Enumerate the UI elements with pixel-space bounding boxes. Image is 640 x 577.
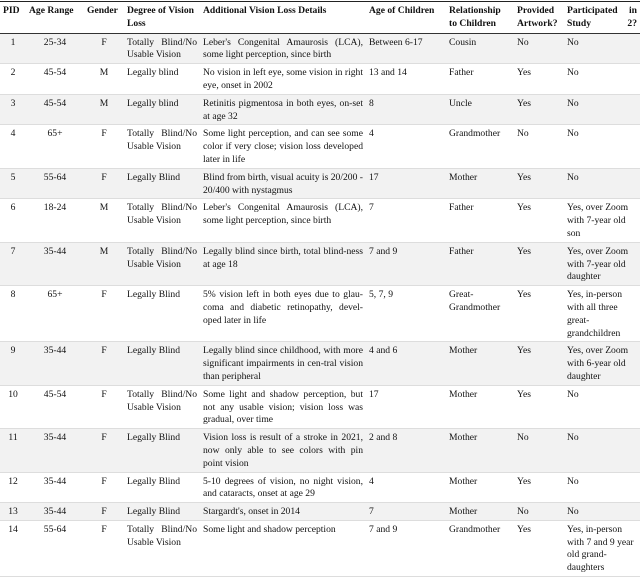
cell-artwork: No xyxy=(517,432,529,444)
header-row xyxy=(0,2,640,34)
cell-relationship: Father xyxy=(449,67,474,79)
cell-gender: F xyxy=(101,523,107,535)
cell-relationship: Father xyxy=(449,245,474,257)
table-row xyxy=(0,429,640,472)
cell-degree: Legally Blind xyxy=(127,475,181,487)
cell-artwork: Yes xyxy=(517,388,531,400)
cell-artwork: No xyxy=(517,36,529,48)
table-row xyxy=(0,94,640,125)
cell-age-children: 17 xyxy=(369,171,379,183)
table-row xyxy=(0,199,640,242)
cell-degree: Legally blind xyxy=(127,67,179,79)
cell-gender: F xyxy=(101,475,107,487)
cell-details: Leber's Congenital Amaurosis (LCA), some light perception, since birth xyxy=(203,202,363,227)
cell-age-range: 45-54 xyxy=(43,97,67,109)
cell-degree: Legally Blind xyxy=(127,432,181,444)
cell-age-range: 25-34 xyxy=(43,36,67,48)
cell-pid: 2 xyxy=(10,67,16,79)
cell-degree: Totally Blind/No Usable Vision xyxy=(127,388,197,413)
cell-relationship: Mother xyxy=(449,475,478,487)
table-row xyxy=(0,472,640,503)
cell-pid: 9 xyxy=(10,345,16,357)
cell-age-children: 4 xyxy=(369,128,374,140)
cell-age-children: 7 and 9 xyxy=(369,245,398,257)
cell-artwork: Yes xyxy=(517,97,531,109)
cell-study2: No xyxy=(567,506,579,518)
cell-details: Vision loss is result of a stroke in 2021, now only able to see colors with pin point vision xyxy=(203,432,363,469)
cell-relationship: Father xyxy=(449,202,474,214)
header-age-range: Age Range xyxy=(26,2,84,34)
cell-relationship: Uncle xyxy=(449,97,472,109)
cell-study2: No xyxy=(567,67,579,79)
cell-gender: F xyxy=(101,506,107,518)
cell-age-children: 8 xyxy=(369,97,374,109)
participants-table xyxy=(0,1,640,577)
cell-degree: Totally Blind/No Usable Vision xyxy=(127,202,197,227)
cell-study2: No xyxy=(567,475,579,487)
cell-degree: Legally Blind xyxy=(127,506,181,518)
cell-gender: F xyxy=(101,36,107,48)
cell-pid: 7 xyxy=(10,245,16,257)
cell-details: 5-10 degrees of vision, no night vision, and cataracts, onset at age 29 xyxy=(203,475,363,500)
cell-age-children: 7 xyxy=(369,202,374,214)
cell-relationship: Mother xyxy=(449,171,478,183)
cell-pid: 13 xyxy=(8,506,18,518)
cell-age-range: 35-44 xyxy=(43,345,67,357)
cell-gender: F xyxy=(101,289,107,301)
cell-study2: No xyxy=(567,432,579,444)
cell-study2: No xyxy=(567,388,579,400)
cell-degree: Legally Blind xyxy=(127,289,181,301)
cell-pid: 6 xyxy=(10,202,16,214)
cell-degree: Legally Blind xyxy=(127,171,181,183)
table-row xyxy=(0,242,640,285)
cell-pid: 10 xyxy=(8,388,18,400)
cell-details: Stargardt's, onset in 2014 xyxy=(203,506,300,518)
cell-artwork: No xyxy=(517,506,529,518)
table-row xyxy=(0,342,640,385)
cell-age-children: 2 and 8 xyxy=(369,432,398,444)
cell-details: Blind from birth, visual acuity is 20/200 - 20/400 with nystagmus xyxy=(203,171,363,196)
header-age-children: Age of Children xyxy=(366,2,446,34)
cell-age-range: 55-64 xyxy=(43,523,67,535)
cell-study2: Yes, in-person with all three great-grandchildren xyxy=(567,289,622,339)
header-gender: Gender xyxy=(84,2,124,34)
cell-details: Some light and shadow perception, but not any usable vision; vision loss was gradual, over time xyxy=(203,388,363,426)
cell-artwork: Yes xyxy=(517,523,531,535)
cell-relationship: Grandmother xyxy=(449,128,501,140)
header-study2: Participated in Study 2? xyxy=(564,2,640,34)
cell-study2: Yes, over Zoom with 7-year old daughter xyxy=(567,245,629,283)
cell-study2: No xyxy=(567,128,579,140)
cell-relationship: Mother xyxy=(449,345,478,357)
cell-artwork: No xyxy=(517,128,529,140)
cell-relationship: Great-Grandmother xyxy=(449,289,501,313)
cell-gender: M xyxy=(99,202,109,214)
cell-details: Leber's Congenital Amaurosis (LCA), some light perception, since birth xyxy=(203,36,363,61)
cell-study2: No xyxy=(567,171,579,183)
table-row xyxy=(0,168,640,199)
cell-study2: Yes, in-person with 7 and 9 year old grand-daughters xyxy=(567,523,634,574)
cell-degree: Totally Blind/No Usable Vision xyxy=(127,245,197,270)
cell-relationship: Grandmother xyxy=(449,523,501,535)
cell-age-range: 35-44 xyxy=(43,506,67,518)
cell-details: Legally blind since childhood, with more significant impairments in cen-tral vision than peripheral xyxy=(203,345,363,382)
cell-details: No vision in left eye, some vision in right eye, onset in 2002 xyxy=(203,67,363,91)
cell-pid: 1 xyxy=(10,36,16,48)
header-pid: PID xyxy=(0,2,26,34)
cell-relationship: Cousin xyxy=(449,36,477,48)
cell-artwork: Yes xyxy=(517,202,531,214)
table-row xyxy=(0,520,640,576)
table-row xyxy=(0,503,640,521)
header-artwork: Provided Artwork? xyxy=(514,2,564,34)
cell-study2: Yes, over Zoom with 6-year old daughter xyxy=(567,345,629,382)
cell-artwork: Yes xyxy=(517,67,531,79)
header-details: Additional Vision Loss Details xyxy=(200,2,366,34)
cell-pid: 3 xyxy=(10,97,16,109)
cell-age-range: 45-54 xyxy=(43,388,67,400)
cell-pid: 11 xyxy=(8,432,18,444)
cell-age-range: 65+ xyxy=(47,128,63,140)
cell-age-children: 5, 7, 9 xyxy=(369,289,393,301)
header-degree: Degree of Vision Loss xyxy=(124,2,200,34)
cell-gender: M xyxy=(99,97,109,109)
cell-degree: Legally Blind xyxy=(127,345,181,357)
cell-pid: 8 xyxy=(10,289,16,301)
cell-age-children: 4 and 6 xyxy=(369,345,398,357)
cell-age-children: 17 xyxy=(369,388,379,400)
cell-degree: Totally Blind/No Usable Vision xyxy=(127,523,197,548)
cell-gender: F xyxy=(101,128,107,140)
cell-relationship: Mother xyxy=(449,388,478,400)
cell-pid: 5 xyxy=(10,171,16,183)
cell-pid: 4 xyxy=(10,128,16,140)
cell-relationship: Mother xyxy=(449,432,478,444)
cell-artwork: Yes xyxy=(517,345,531,357)
cell-degree: Totally Blind/No Usable Vision xyxy=(127,36,197,61)
table-row xyxy=(0,125,640,168)
cell-age-children: 4 xyxy=(369,475,374,487)
cell-gender: F xyxy=(101,345,107,357)
cell-age-range: 35-44 xyxy=(43,245,67,257)
cell-details: Legally blind since birth, total blind-ness at age 18 xyxy=(203,245,363,270)
cell-artwork: Yes xyxy=(517,171,531,183)
cell-degree: Legally blind xyxy=(127,97,179,109)
cell-details: 5% vision left in both eyes due to glau-coma and diabetic retinopathy, devel-oped later in life xyxy=(203,289,363,326)
cell-age-range: 55-64 xyxy=(43,171,67,183)
cell-age-range: 18-24 xyxy=(43,202,67,214)
cell-age-children: Between 6-17 xyxy=(369,36,423,48)
cell-details: Some light perception, and can see some color if very close; vision loss developed later in life xyxy=(203,128,363,165)
cell-gender: F xyxy=(101,388,107,400)
table-row xyxy=(0,33,640,64)
cell-artwork: Yes xyxy=(517,475,531,487)
cell-details: Some light and shadow perception xyxy=(203,523,336,535)
cell-age-range: 35-44 xyxy=(43,475,67,487)
table-row xyxy=(0,286,640,342)
cell-degree: Totally Blind/No Usable Vision xyxy=(127,128,197,153)
cell-artwork: Yes xyxy=(517,289,531,301)
table-row xyxy=(0,385,640,428)
cell-study2: No xyxy=(567,97,579,109)
cell-gender: M xyxy=(99,245,109,257)
cell-relationship: Mother xyxy=(449,506,478,518)
cell-study2: Yes, over Zoom with 7-year old son xyxy=(567,202,629,239)
cell-age-range: 65+ xyxy=(47,289,63,301)
header-relationship: Relationship to Children xyxy=(446,2,514,34)
cell-age-range: 35-44 xyxy=(43,432,67,444)
cell-gender: F xyxy=(101,432,107,444)
cell-artwork: Yes xyxy=(517,245,531,257)
cell-gender: M xyxy=(99,67,109,79)
cell-study2: No xyxy=(567,36,579,48)
cell-age-children: 7 and 9 xyxy=(369,523,398,535)
cell-details: Retinitis pigmentosa in both eyes, on-set at age 32 xyxy=(203,97,363,122)
cell-age-children: 7 xyxy=(369,506,374,518)
cell-age-children: 13 and 14 xyxy=(369,67,407,79)
cell-age-range: 45-54 xyxy=(43,67,67,79)
cell-pid: 12 xyxy=(8,475,18,487)
cell-pid: 14 xyxy=(8,523,18,535)
cell-gender: F xyxy=(101,171,107,183)
table-row xyxy=(0,64,640,95)
